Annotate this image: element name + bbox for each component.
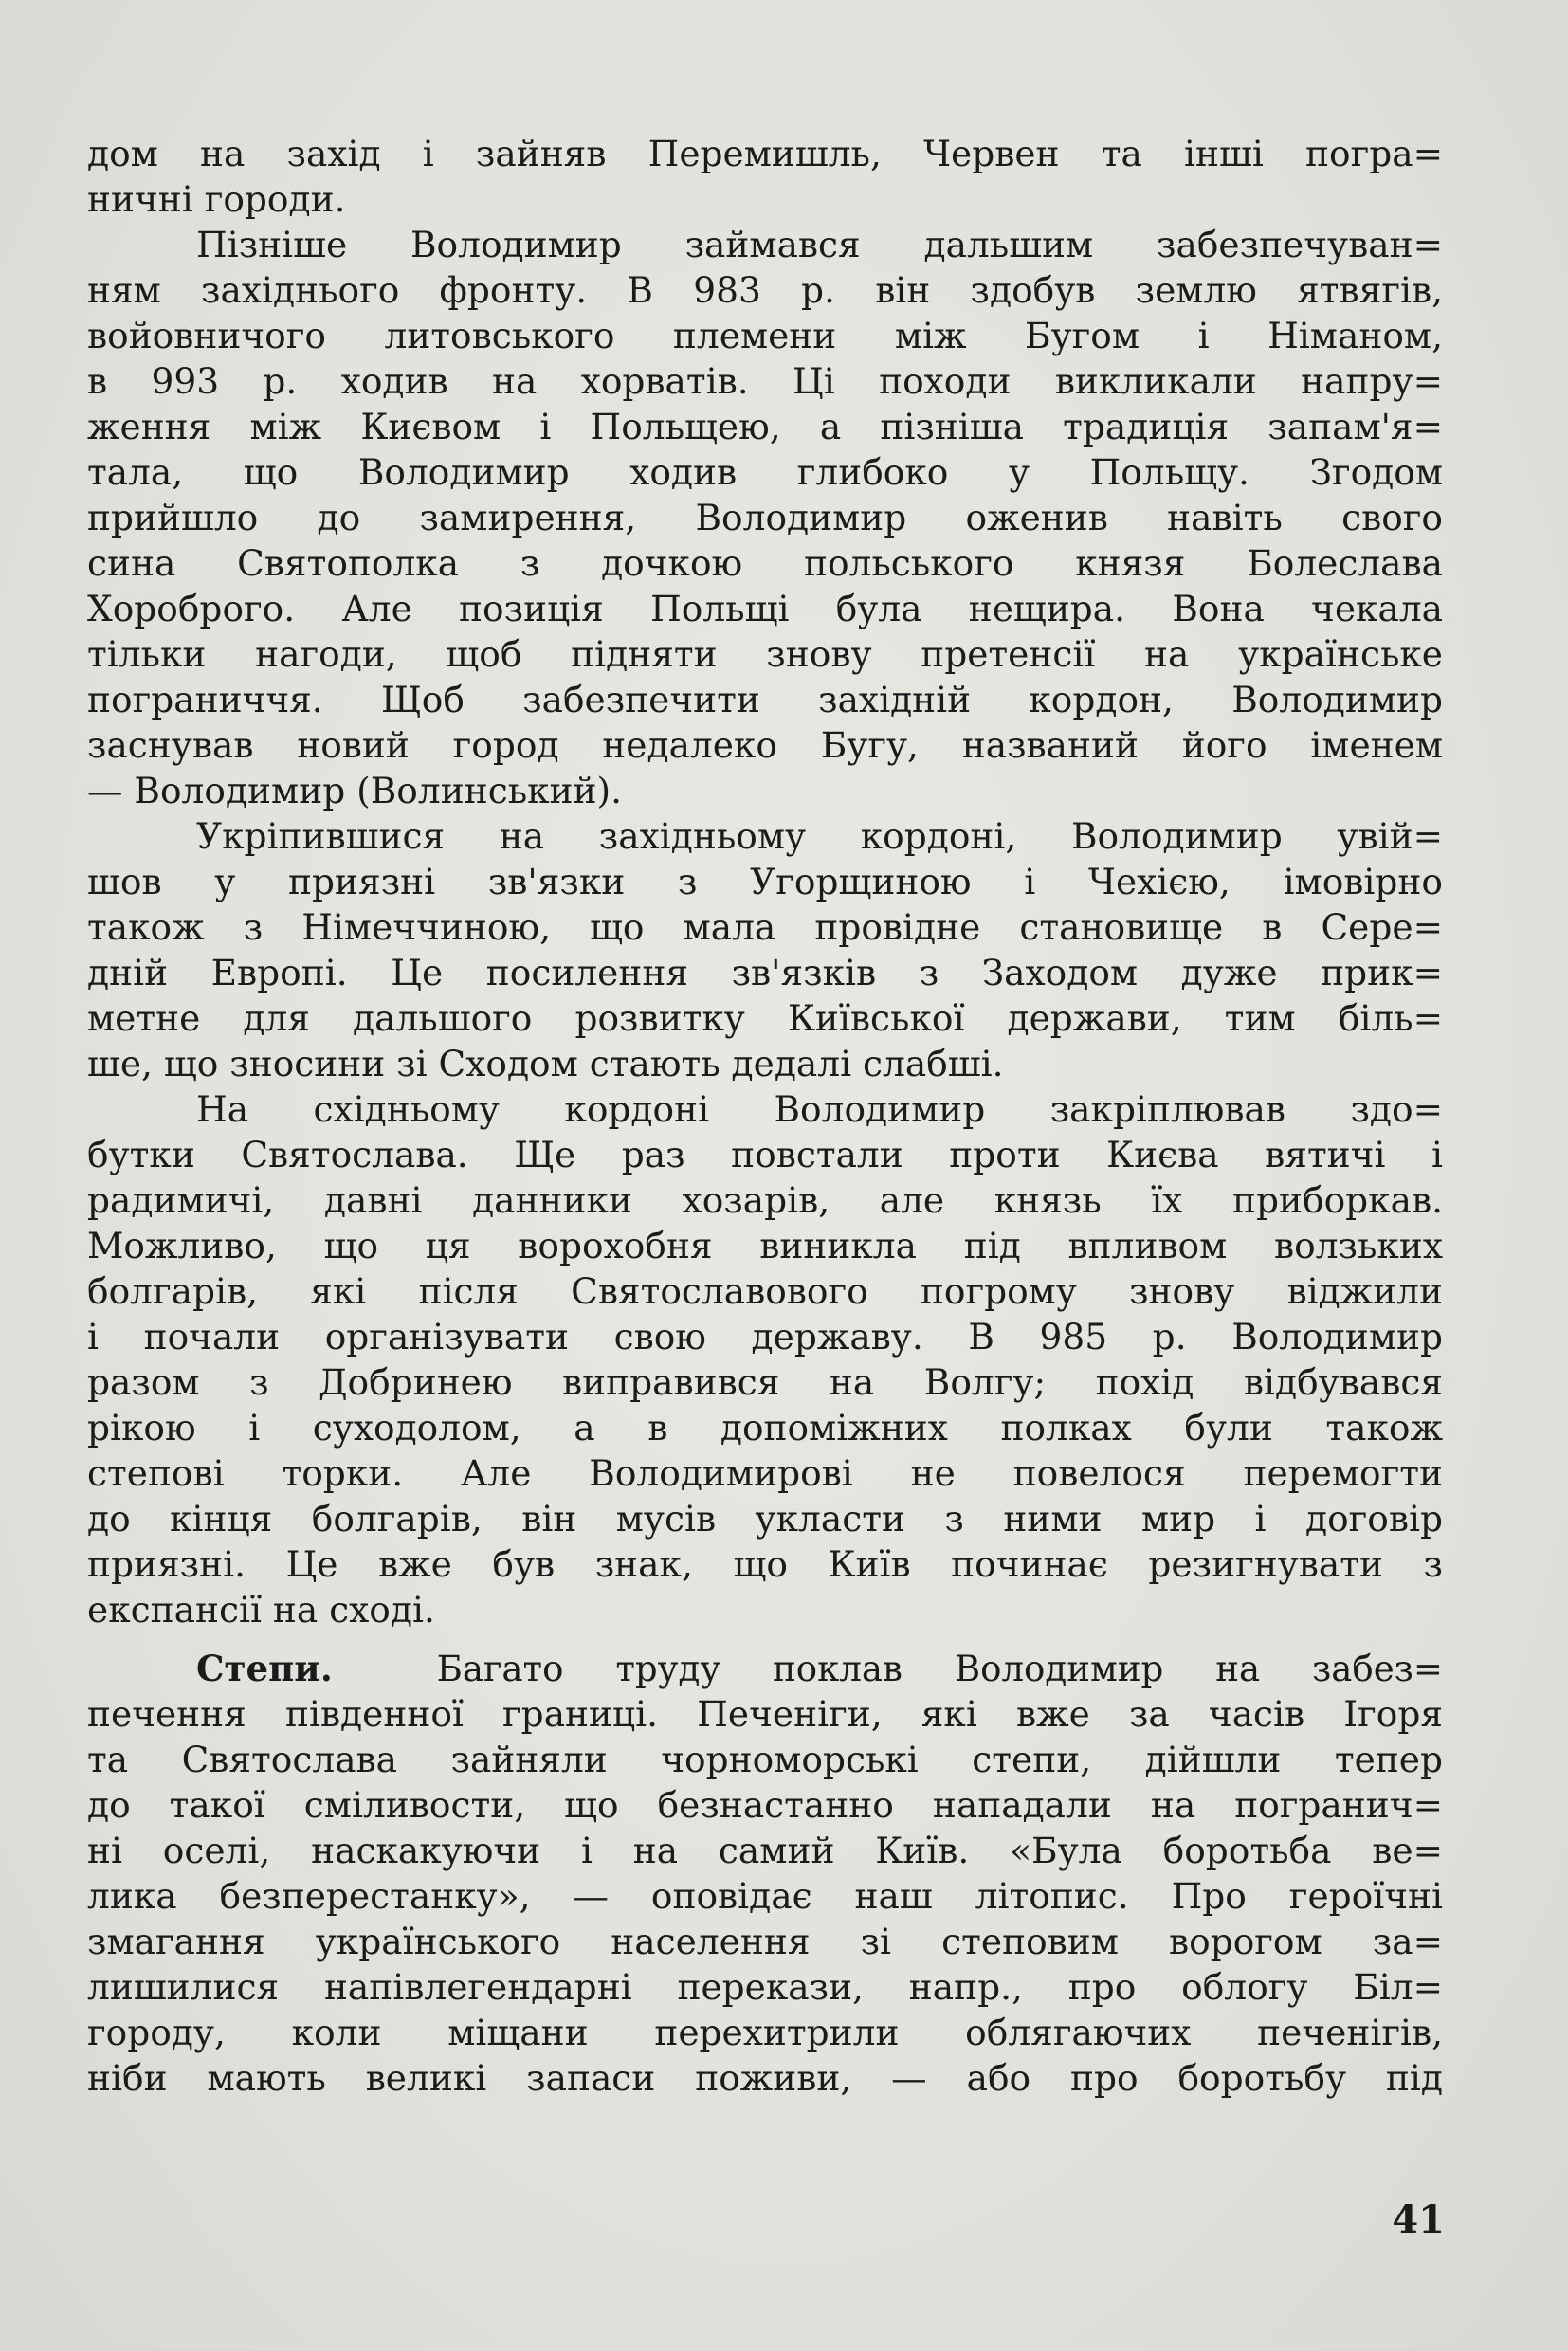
text-line: в 993 р. ходив на хорватів. Ці походи викликали напру= (87, 360, 1443, 402)
text-line: тільки нагоди, щоб підняти знову претенсії на українське (87, 633, 1443, 675)
text-line: до такої сміливости, що безнастанно нападали на погранич= (87, 1784, 1443, 1826)
body-text (87, 131, 1443, 2101)
paragraph (87, 1086, 1443, 1632)
text-line: степові торки. Але Володимирові не повелося перемогти (87, 1452, 1443, 1494)
text-line (87, 1646, 1443, 1691)
paragraph (87, 131, 1443, 222)
text-line: городу, коли міщани перехитрили облягаючих печенігів, (87, 2012, 1443, 2053)
text-line: печення південної границі. Печеніги, які вже за часів Ігоря (87, 1693, 1443, 1735)
text-line: разом з Добринею виправився на Волгу; похід відбувався (87, 1361, 1443, 1403)
text-line: сина Святополка з дочкою польського князя Болеслава (87, 542, 1443, 584)
text-line: заснував новий город недалеко Бугу, названий його іменем (87, 724, 1443, 766)
text-line: Хороброго. Але позиція Польщі була нещира. Вона чекала (87, 588, 1443, 629)
text-line: болгарів, які після Святославового погрому знову віджили (87, 1270, 1443, 1312)
text-line: На східньому кордоні Володимир закріплював здо= (196, 1088, 1443, 1130)
text-line: ження між Києвом і Польщею, а пізніша традиція запам'я= (87, 406, 1443, 447)
paragraph-gap (87, 1632, 1443, 1646)
text-line: рікою і суходолом, а в допоміжних полках були також (87, 1407, 1443, 1449)
text-line: шов у приязні зв'язки з Угорщиною і Чехією, імовірно (87, 861, 1443, 902)
text-line: ні оселі, наскакуючи і на самий Київ. «Була боротьба ве= (87, 1830, 1443, 1871)
page-number: 41 (1392, 2197, 1445, 2242)
text-line: ніби мають великі запаси поживи, — або про боротьбу під (87, 2057, 1443, 2099)
text-line: бутки Святослава. Ще раз повстали проти Києва вятичі і (87, 1134, 1443, 1176)
paragraph (87, 813, 1443, 1086)
text-line: також з Німеччиною, що мала провідне становище в Сере= (87, 906, 1443, 948)
text-line: радимичі, давні данники хозарів, але князь їх приборкав. (87, 1179, 1443, 1221)
text-line: експансії на сході. (87, 1589, 435, 1631)
text-line: ням західнього фронту. В 983 р. він здобув землю ятвягів, (87, 269, 1443, 311)
text-line: та Святослава зайняли чорноморські степи, дійшли тепер (87, 1739, 1443, 1780)
paragraph (87, 222, 1443, 813)
text-line: ничні городи. (87, 178, 346, 220)
text-line: дом на захід і зайняв Перемишль, Червен та інші погра= (87, 133, 1443, 174)
text-line: Пізніше Володимир займався дальшим забезпечуван= (196, 224, 1443, 265)
text-line: ше, що зносини зі Сходом стають дедалі слабші. (87, 1043, 1004, 1084)
text-line: Можливо, що ця ворохобня виникла під впливом волзьких (87, 1225, 1443, 1267)
text-line: лишилися напівлегендарні перекази, напр., про облогу Біл= (87, 1966, 1443, 2008)
text-line: приязні. Це вже був знак, що Київ починає резигнувати з (87, 1543, 1443, 1585)
text-line: змагання українського населення зі степовим ворогом за= (87, 1921, 1443, 1962)
text-line: войовничого литовського племени між Бугом і Німаном, (87, 315, 1443, 356)
section-heading: Степи. (196, 1648, 333, 1689)
text-line: прийшло до замирення, Володимир оженив навіть свого (87, 497, 1443, 538)
text-line: дній Европі. Це посилення зв'язків з Заходом дуже прик= (87, 952, 1443, 993)
text-line: до кінця болгарів, він мусів укласти з ними мир і договір (87, 1498, 1443, 1540)
text-line: лика безперестанку», — оповідає наш літопис. Про героїчні (87, 1875, 1443, 1917)
text-line: — Володимир (Волинський). (87, 770, 623, 811)
text-line: Укріпившися на західньому кордоні, Володимир увій= (196, 815, 1443, 857)
text-run: Багато труду поклав Володимир на забез= (436, 1649, 1444, 1689)
text-line: і почали організувати свою державу. В 985 р. Володимир (87, 1316, 1443, 1358)
text-line: метне для дальшого розвитку Київської держави, тим біль= (87, 997, 1443, 1039)
paragraph (87, 1646, 1443, 2101)
text-line: пограниччя. Щоб забезпечити західній кордон, Володимир (87, 679, 1443, 720)
text-line: тала, що Володимир ходив глибоко у Польщу. Згодом (87, 451, 1443, 493)
